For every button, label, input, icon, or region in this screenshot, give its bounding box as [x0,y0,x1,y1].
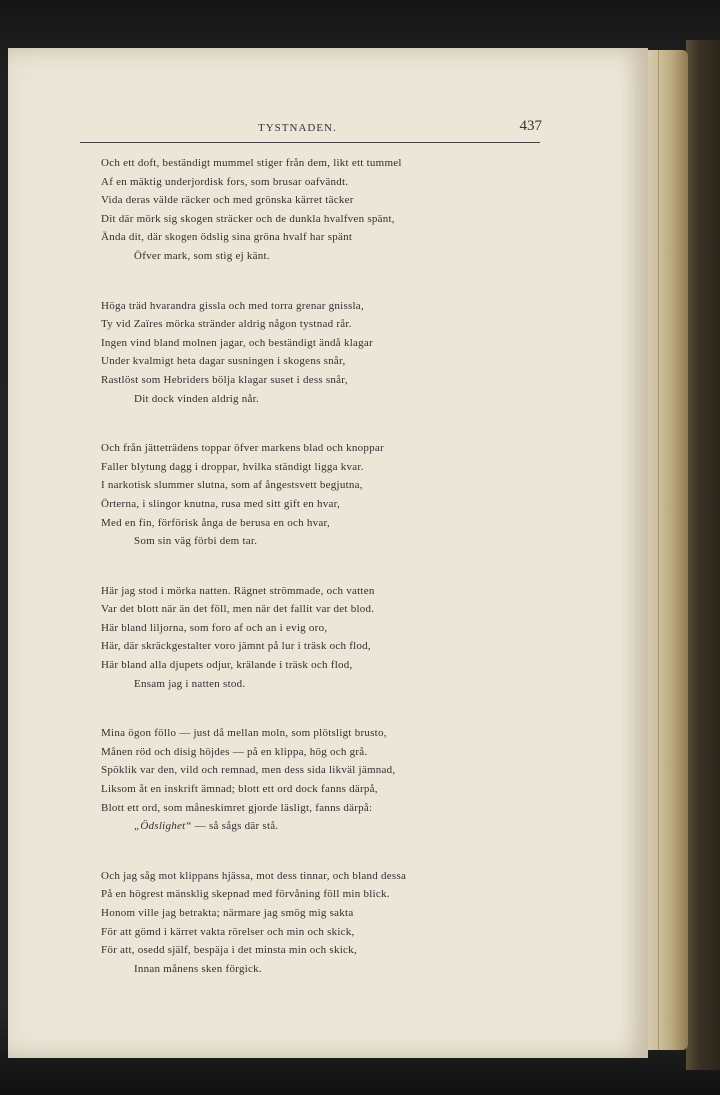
verse-line: Blott ett ord, som måneskimret gjorde läsligt, fanns därpå: [101,801,373,814]
verse-line-refrain: Som sin väg förbi dem tar. [134,535,258,548]
verse-line: Af en mäktig underjordisk fors, som brusar oafvändt. [101,175,349,188]
verse-line: På en högrest mänsklig skepnad med förvåning föll min blick. [101,888,390,901]
stanza [101,724,541,836]
book-cover-edge [686,40,720,1070]
verse-line: Var det blott när än det föll, men när det fallit var det blod. [101,603,375,616]
verse-line-refrain: Dit dock vinden aldrig når. [134,392,259,405]
refrain-rest: — så sågs där stå. [191,820,279,833]
verse-line: Ty vid Zaïres mörka stränder aldrig någon tystnad rår. [101,318,352,331]
verse-line: Här bland alla djupets odjur, krälande i träsk och flod, [101,659,353,672]
page-number: 437 [519,118,542,134]
verse-line: Rastlöst som Hebriders bölja klagar suset i dess snår, [101,373,348,386]
verse-line: Och ett doft, beständigt mummel stiger från dem, likt ett tummel [101,157,402,169]
verse-line: Spöklik var den, vild och remnad, men dess sida likväl jämnad, [101,764,396,777]
verse-line: För att gömd i kärret vakta rörelser och min och skick, [101,925,355,938]
stanza [101,867,541,979]
verse-line: Månen röd och disig höjdes — på en klippa, hög och grå. [101,745,368,758]
verse-line-refrain: Öfver mark, som stig ej känt. [134,249,270,262]
poem-text [101,154,541,1009]
verse-line: Med en fin, förförisk ånga de berusa en och hvar, [101,516,330,529]
stanza [101,582,541,694]
page-header [80,118,542,144]
verse-line-refrain [101,817,541,836]
verse-line: Ända dit, där skogen ödslig sina gröna hvalf har spänt [101,231,353,244]
verse-line: Faller blytung dagg i droppar, hvilka ständigt ligga kvar. [101,460,364,473]
verse-line: Höga träd hvarandra gissla och med torra grenar gnissla, [101,299,364,312]
running-title: TYSTNADEN. [258,122,337,134]
verse-line: Örterna, i slingor knutna, rusa med sitt gift en hvar, [101,497,341,510]
stanza [101,439,541,551]
verse-line: Här bland liljorna, som foro af och an i evig oro, [101,621,328,634]
inscription-word: „Ödslighet“ [134,820,192,833]
verse-line: Mina ögon föllo — just då mellan moln, som plötsligt brusto, [101,727,387,740]
verse-line: Honom ville jag betrakta; närmare jag smög mig sakta [101,907,354,919]
verse-line: I narkotisk slummer slutna, som af ångestsvett begjutna, [101,479,363,492]
stanza [101,154,541,266]
verse-line-refrain: Ensam jag i natten stod. [134,677,246,690]
verse-line-refrain: Innan månens sken förgick. [134,962,262,975]
header-rule [80,142,540,143]
verse-line: För att, osedd själf, bespäja i det minsta min och skick, [101,944,357,957]
verse-line: Ingen vind bland molnen jagar, och beständigt ändå klagar [101,336,373,349]
verse-line: Vida deras välde räcker och med grönska kärret täcker [101,194,354,207]
verse-line: Dit där mörk sig skogen sträcker och de dunkla hvalfven spänt, [101,212,395,225]
verse-line: Och från jätteträdens toppar öfver markens blad och knoppar [101,442,384,455]
verse-line: Här, där skräckgestalter voro jämnt på lur i träsk och flod, [101,640,371,653]
verse-line: Och jag såg mot klippans hjässa, mot dess tinnar, och bland dessa [101,869,407,882]
verse-line: Här jag stod i mörka natten. Rägnet strömmade, och vatten [101,584,375,597]
stanza [101,297,541,409]
verse-line: Liksom åt en inskrift ämnad; blott ett ord dock fanns därpå, [101,783,378,796]
verse-line: Under kvalmigt heta dagar susningen i skogens snår, [101,355,346,368]
